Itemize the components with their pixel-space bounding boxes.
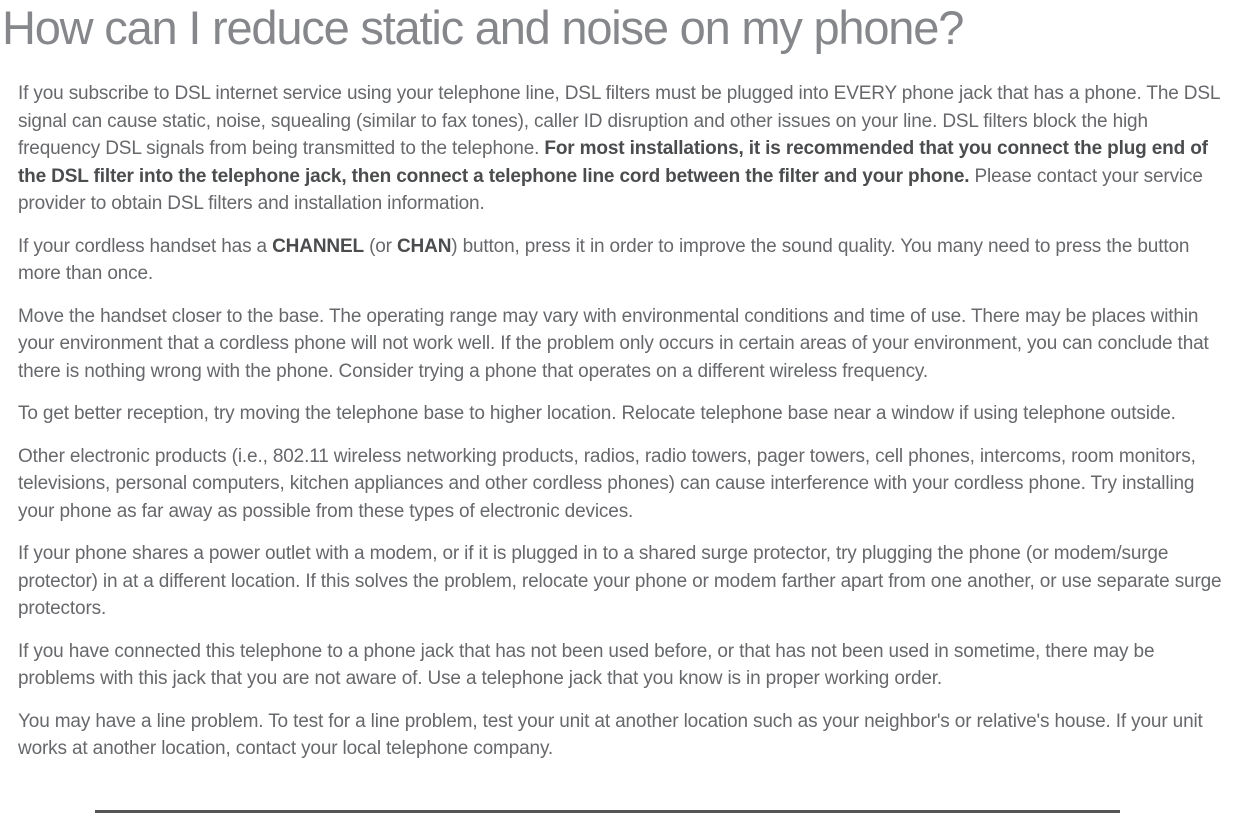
page-title: How can I reduce static and noise on my phone?: [2, 1, 964, 54]
paragraph-text: You may have a line problem. To test for a line problem, test your unit at another location such as your neighbor's or relative's house. If your unit works at another location, contact your local telephone company.: [18, 710, 1203, 759]
paragraph: [18, 443, 1234, 526]
paragraph-text: If you have connected this telephone to a phone jack that has not been used before, or that has not been used in sometime, there may be problems with this jack that you are not aware of. Use a telephone jack that you know is in proper working order.: [18, 640, 1155, 689]
paragraph-text: Move the handset closer to the base. The operating range may vary with environmental conditions and time of use. There may be places within your environment that a cordless phone will not work well. If the problem only occurs in certain areas of your environment, you can conclude that there is nothing wrong with the phone. Consider trying a phone that operates on a different wireless frequency.: [18, 305, 1209, 382]
paragraph-text: (or: [363, 235, 397, 257]
article-body: [0, 80, 1238, 763]
paragraph: [18, 638, 1234, 693]
paragraph-text: If your cordless handset has a: [18, 235, 273, 257]
paragraph-text-bold: CHANNEL: [272, 235, 364, 257]
paragraph: [18, 708, 1234, 763]
paragraph-text: If your phone shares a power outlet with a modem, or if it is plugged in to a shared surge protector, try plugging the phone (or modem/surge protector) in at a different location. If this solves the problem, relocate your phone or modem farther apart from one another, or use separate surge protectors.: [18, 543, 1222, 619]
paragraph: [18, 540, 1234, 623]
paragraph-text: Other electronic products (i.e., 802.11 wireless networking products, radios, radio towers, pager towers, cell phones, intercoms, room monitors, televisions, personal computers, kitchen appliances and other cordless phones) can cause interference with your cordless phone. Try installing your phone as far away as possible from these types of electronic devices.: [18, 445, 1196, 522]
paragraph: [18, 303, 1234, 386]
paragraph-text: ) button, press it in order to improve the sound quality. You many need to press the button more than once.: [18, 235, 1190, 284]
paragraph: [18, 80, 1234, 218]
paragraph: [18, 400, 1234, 428]
paragraph: [18, 233, 1234, 288]
paragraph-text: Please contact your service provider to obtain DSL filters and installation information.: [18, 165, 1203, 214]
paragraph-text: To get better reception, try moving the telephone base to higher location. Relocate telephone base near a window if using telephone outside.: [18, 403, 1176, 424]
paragraph-text-bold: CHAN: [396, 235, 452, 257]
paragraph-text: If you subscribe to DSL internet service using your telephone line, DSL filters must be plugged into EVERY phone jack that has a phone. The DSL signal can cause static, noise, squealing (similar to fax tones), caller ID disruption and other issues on your line. DSL filters block the high frequency DSL signals from being transmitted to the telephone.: [18, 83, 1220, 159]
paragraph-text-bold: For most installations, it is recommended that you connect the plug end of the DSL filter into the telephone jack, then connect a telephone line cord between the filter and your phone.: [18, 138, 1208, 187]
